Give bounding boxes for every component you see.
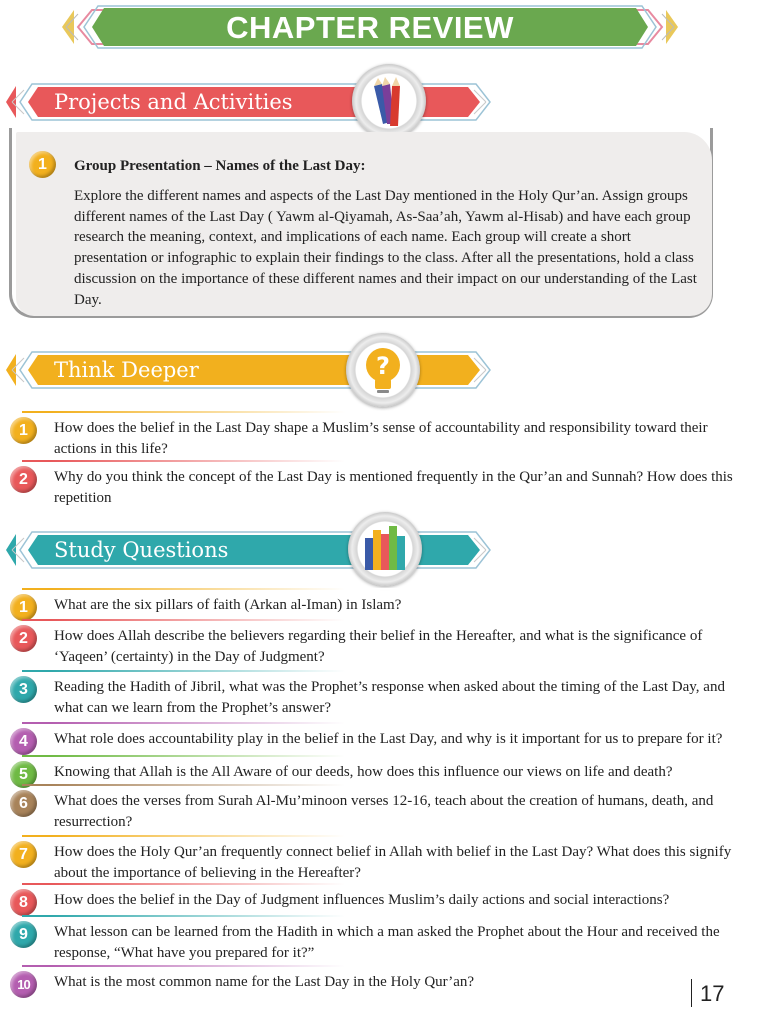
divider-line: [22, 755, 740, 757]
page-number: 17: [700, 981, 725, 1006]
divider-line: [22, 915, 740, 917]
think-question-2: Why do you think the concept of the Last Day is mentioned frequently in the Qur’an and Sunnah? How does this repetition: [54, 469, 733, 506]
study-question-6: What does the verses from Surah Al-Mu’minoon verses 12-16, teach about the creation of humans, death, and resurrection?: [54, 793, 714, 830]
study-number-10: 10: [10, 971, 37, 998]
lightbulb-question-icon: [346, 333, 420, 407]
study-number-4: 4: [10, 728, 37, 755]
study-number-7: 7: [10, 841, 37, 868]
divider-line: [22, 411, 740, 413]
study-question-9: What lesson can be learned from the Hadith in which a man asked the Prophet about the Hour and received the response, “What have you prepared for it?”: [54, 924, 720, 961]
study-questions-title: Study Questions: [54, 538, 229, 562]
project-heading: Group Presentation – Names of the Last Day:: [74, 158, 366, 174]
study-number-2: 2: [10, 625, 37, 652]
study-number-6: 6: [10, 790, 37, 817]
project-number-badge: 1: [29, 151, 56, 178]
project-description: Explore the different names and aspects of the Last Day mentioned in the Holy Qur’an. Assign groups different names of the Last Day ( Yawm al-Qiyamah, As-Saa’ah, Yawm al-Hisab) and have each group research the meaning, context, and implications of each name. Each group will create a short presentation or infographic to explain their findings to the class. After all the presentations, hold a class discussion on the importance of these different names and their impact on our understanding of the Last Day.: [74, 188, 697, 308]
chapter-title: CHAPTER REVIEW: [226, 10, 514, 45]
page-number-separator: [691, 979, 692, 1007]
divider-line: [22, 460, 740, 462]
think-number-2: 2: [10, 466, 37, 493]
study-question-10: What is the most common name for the Last Day in the Holy Qur’an?: [54, 974, 475, 990]
divider-line: [22, 784, 740, 786]
study-question-1: What are the six pillars of faith (Arkan al-Iman) in Islam?: [54, 597, 402, 613]
study-number-5: 5: [10, 761, 37, 788]
divider-line: [22, 588, 740, 590]
pencils-icon: [352, 64, 426, 138]
study-number-9: 9: [10, 921, 37, 948]
study-number-3: 3: [10, 676, 37, 703]
study-question-4: What role does accountability play in the belief in the Last Day, and why is it important for us to prepare for it?: [54, 731, 723, 747]
divider-line: [22, 835, 740, 837]
think-number-1: 1: [10, 417, 37, 444]
study-question-2: How does Allah describe the believers regarding their belief in the Hereafter, and what is the significance of ‘Yaqeen’ (certainty) in the Day of Judgment?: [54, 628, 703, 665]
study-number-8: 8: [10, 889, 37, 916]
svg-text:?: ?: [376, 352, 390, 380]
divider-line: [22, 883, 740, 885]
books-icon: [348, 512, 422, 586]
study-question-8: How does the belief in the Day of Judgment influences Muslim’s daily actions and social interactions?: [54, 892, 670, 908]
study-number-1: 1: [10, 594, 37, 621]
projects-title: Projects and Activities: [54, 90, 293, 114]
study-question-5: Knowing that Allah is the All Aware of our deeds, how does this influence our views on life and death?: [54, 764, 673, 780]
study-question-7: How does the Holy Qur’an frequently connect belief in Allah with belief in the Last Day? What does this signify about the importance of believing in the Hereafter?: [54, 844, 732, 881]
think-deeper-title: Think Deeper: [54, 358, 199, 382]
think-question-1: How does the belief in the Last Day shape a Muslim’s sense of accountability and responsibility toward their actions in this life?: [54, 420, 708, 457]
study-question-3: Reading the Hadith of Jibril, what was the Prophet’s response when asked about the timing of the Last Day, and what can we learn from the Prophet’s answer?: [54, 679, 725, 716]
divider-line: [22, 670, 740, 672]
divider-line: [22, 619, 740, 621]
divider-line: [22, 965, 740, 967]
divider-line: [22, 722, 740, 724]
